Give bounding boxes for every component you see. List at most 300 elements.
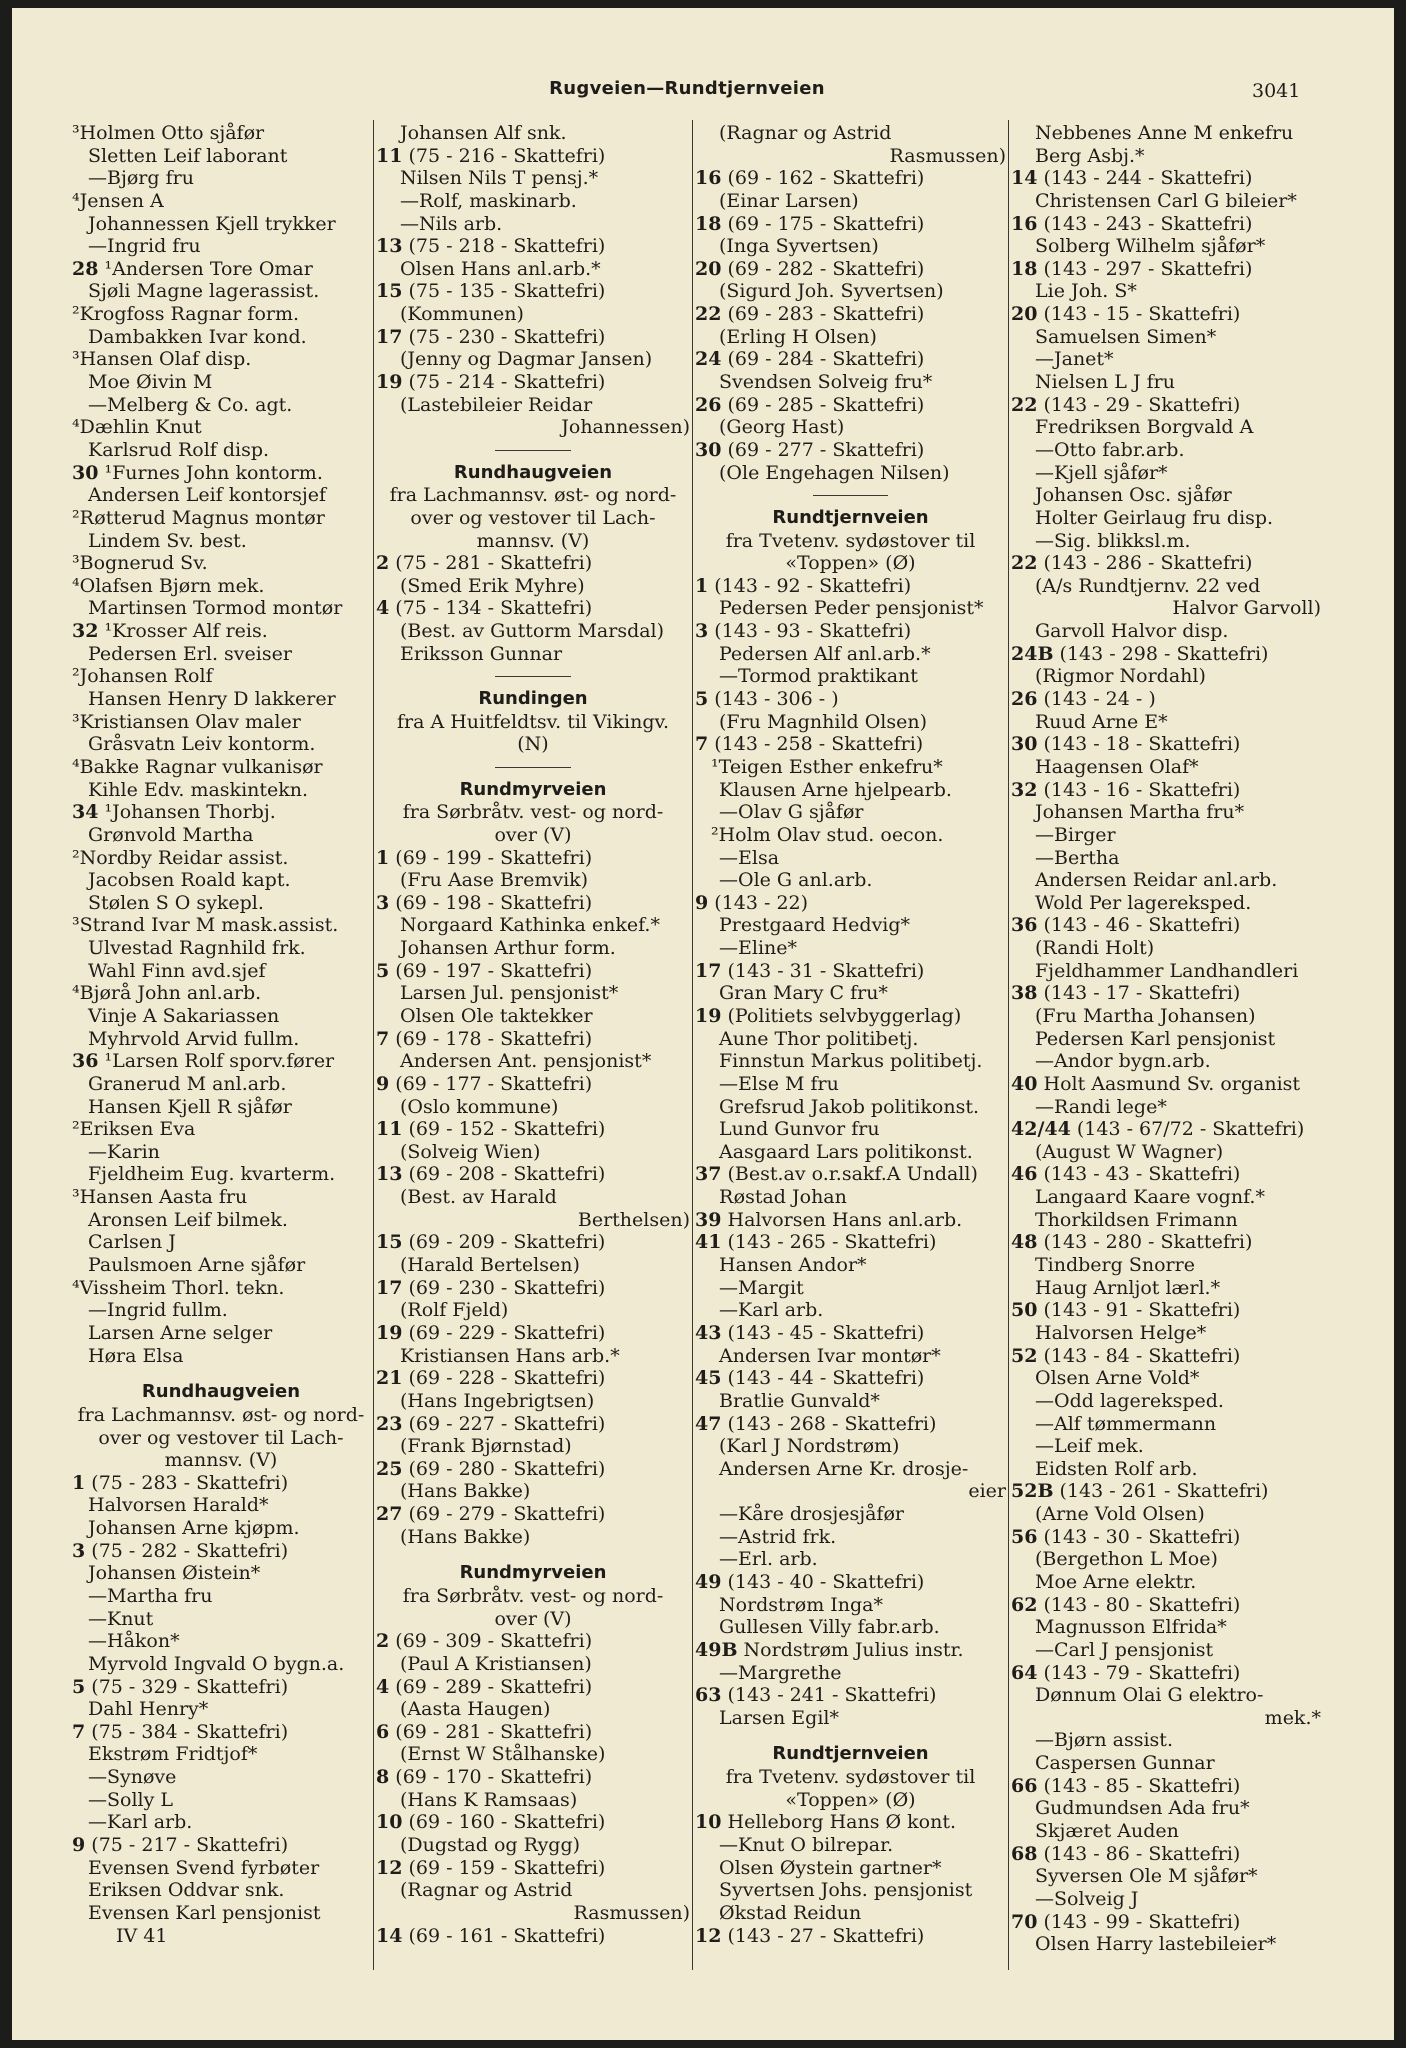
address-entry bbox=[376, 1925, 690, 1948]
house-number: 11 bbox=[376, 144, 403, 167]
entry-text: (69 - 285 - Skattefri) bbox=[727, 393, 925, 416]
house-number: 19 bbox=[695, 1004, 722, 1027]
resident-entry: Gran Mary C fru* bbox=[719, 982, 888, 1005]
address-entry bbox=[1011, 688, 1321, 711]
house-number: 21 bbox=[376, 1367, 403, 1390]
resident-entry: —Bjørn assist. bbox=[1035, 1729, 1173, 1752]
column-rule bbox=[373, 120, 374, 1970]
address-entry bbox=[1011, 1662, 1321, 1685]
resident-entry: —Karl arb. bbox=[88, 1811, 193, 1834]
address-entry bbox=[695, 688, 1006, 711]
resident-entry: Svendsen Solveig fru* bbox=[719, 371, 933, 394]
resident-entry: Andersen Reidar anl.arb. bbox=[1035, 869, 1278, 892]
resident-entry: Martinsen Tormod montør bbox=[88, 597, 343, 620]
house-number: 9 bbox=[376, 1072, 390, 1095]
address-entry bbox=[1011, 1480, 1321, 1503]
resident-entry: —Margit bbox=[719, 1276, 804, 1299]
entry-text: (69 - 281 - Skattefri) bbox=[395, 1720, 593, 1743]
address-entry bbox=[695, 439, 1006, 462]
resident-entry: Tindberg Snorre bbox=[1035, 1254, 1195, 1277]
address-entry bbox=[376, 1811, 690, 1834]
street-heading: Rundmyrveien bbox=[459, 778, 607, 800]
house-number: 36 bbox=[72, 1050, 99, 1073]
street-description: over og vestover til Lach- bbox=[98, 1426, 344, 1449]
address-entry bbox=[1011, 779, 1321, 802]
house-number: 25 bbox=[376, 1457, 403, 1480]
address-entry bbox=[695, 892, 1006, 915]
resident-entry: Lund Gunvor fru bbox=[719, 1118, 880, 1141]
resident-entry: Andersen Arne Kr. drosje- bbox=[719, 1457, 969, 1480]
address-entry bbox=[1011, 1118, 1321, 1141]
resident-entry: Magnusson Elfrida* bbox=[1035, 1616, 1227, 1639]
resident-entry: (Hans Ingebrigtsen) bbox=[400, 1389, 595, 1412]
entry-text: ¹Krosser Alf reis. bbox=[104, 620, 268, 643]
resident-entry: Aasgaard Lars politikonst. bbox=[719, 1140, 973, 1163]
entry-text: (143 - 86 - Skattefri) bbox=[1043, 1842, 1241, 1865]
resident-entry: (Best. av Guttorm Marsdal) bbox=[400, 620, 665, 643]
house-number: 30 bbox=[695, 438, 722, 461]
resident-entry: (Bergethon L Moe) bbox=[1035, 1548, 1218, 1571]
resident-entry: Gråsvatn Leiv kontorm. bbox=[88, 733, 316, 756]
house-number: 49 bbox=[695, 1571, 722, 1593]
house-number: 1 bbox=[376, 846, 390, 869]
entry-text: ¹Johansen Thorbj. bbox=[104, 801, 276, 824]
resident-entry: (Fru Aase Bremvik) bbox=[400, 869, 589, 892]
resident-entry: ⁴Bakke Ragnar vulkanisør bbox=[72, 755, 323, 778]
address-entry bbox=[695, 1005, 1006, 1028]
entry-text: (69 - 177 - Skattefri) bbox=[395, 1072, 593, 1095]
entry-text: (75 - 281 - Skattefri) bbox=[395, 552, 593, 575]
entry-text: (69 - 284 - Skattefri) bbox=[727, 348, 925, 371]
resident-entry: —Tormod praktikant bbox=[719, 665, 918, 688]
house-number: 13 bbox=[376, 235, 403, 258]
resident-entry: Johansen Øistein* bbox=[88, 1562, 261, 1585]
entry-text: (143 - 84 - Skattefri) bbox=[1043, 1344, 1241, 1367]
resident-entry: ³Holmen Otto sjåfør bbox=[72, 122, 265, 144]
entry-text: (143 - 17 - Skattefri) bbox=[1043, 982, 1241, 1005]
entry-text: (69 - 227 - Skattefri) bbox=[408, 1412, 606, 1435]
entry-text: (143 - 31 - Skattefri) bbox=[727, 959, 925, 982]
entry-text: (75 - 283 - Skattefri) bbox=[91, 1471, 289, 1494]
resident-entry: —Solly L bbox=[88, 1788, 173, 1811]
street-description: (N) bbox=[517, 733, 549, 756]
resident-entry: Grefsrud Jakob politikonst. bbox=[719, 1095, 979, 1118]
entry-text: (143 - 45 - Skattefri) bbox=[727, 1321, 925, 1344]
address-entry bbox=[695, 213, 1006, 236]
resident-entry: Pedersen Erl. sveiser bbox=[88, 642, 292, 665]
resident-entry: Solberg Wilhelm sjåfør* bbox=[1035, 235, 1266, 258]
resident-entry: (Ole Engehagen Nilsen) bbox=[719, 461, 950, 484]
resident-entry: Skjæret Auden bbox=[1035, 1820, 1179, 1843]
house-number: 3 bbox=[376, 891, 390, 914]
address-entry bbox=[376, 892, 690, 915]
address-entry bbox=[72, 1721, 370, 1744]
house-number: 26 bbox=[1011, 688, 1038, 711]
address-entry bbox=[695, 1322, 1006, 1345]
resident-entry: (Randi Holt) bbox=[1035, 937, 1155, 960]
resident-entry: Halvorsen Helge* bbox=[1035, 1321, 1207, 1344]
resident-entry: (Lastebileier Reidar bbox=[400, 393, 593, 416]
resident-entry: Andersen Ant. pensjonist* bbox=[400, 1050, 652, 1073]
address-entry bbox=[376, 1073, 690, 1096]
address-entry bbox=[695, 167, 1006, 190]
resident-entry: —Martha fru bbox=[88, 1585, 213, 1607]
entry-text: (69 - 160 - Skattefri) bbox=[408, 1811, 606, 1834]
resident-entry: (Rolf Fjeld) bbox=[400, 1299, 509, 1322]
entry-text: (75 - 218 - Skattefri) bbox=[408, 235, 606, 258]
resident-entry: Myhrvold Arvid fullm. bbox=[88, 1027, 300, 1050]
house-number: 49B bbox=[695, 1638, 738, 1661]
entry-text: (143 - 80 - Skattefri) bbox=[1043, 1593, 1241, 1616]
street-description: fra Lachmannsv. øst- og nord- bbox=[389, 484, 677, 507]
address-entry bbox=[376, 1766, 690, 1789]
entry-text: (143 - 40 - Skattefri) bbox=[727, 1571, 925, 1593]
resident-entry: Andersen Ivar montør* bbox=[719, 1344, 941, 1367]
resident-entry: Johansen Arne kjøpm. bbox=[88, 1517, 300, 1540]
resident-entry: Moe Arne elektr. bbox=[1035, 1571, 1197, 1593]
resident-entry: —Alf tømmermann bbox=[1035, 1412, 1217, 1435]
entry-text: (75 - 384 - Skattefri) bbox=[91, 1720, 289, 1743]
address-entry bbox=[376, 1028, 690, 1051]
house-number: 32 bbox=[1011, 778, 1038, 801]
resident-entry: Nielsen L J fru bbox=[1035, 371, 1175, 394]
address-entry bbox=[1011, 914, 1321, 937]
house-number: 12 bbox=[376, 1856, 403, 1879]
house-number: 17 bbox=[376, 325, 403, 348]
address-entry bbox=[695, 1367, 1006, 1390]
resident-entry: ³Strand Ivar M mask.assist. bbox=[72, 914, 339, 937]
resident-entry: —Karin bbox=[88, 1140, 160, 1163]
entry-text: (69 - 309 - Skattefri) bbox=[395, 1630, 593, 1653]
entry-text: (143 - 280 - Skattefri) bbox=[1043, 1231, 1253, 1254]
street-description: «Toppen» (Ø) bbox=[785, 552, 916, 575]
entry-text: (75 - 134 - Skattefri) bbox=[395, 597, 593, 620]
resident-entry: (Harald Bertelsen) bbox=[400, 1254, 580, 1277]
entry-text: (143 - 243 - Skattefri) bbox=[1043, 212, 1253, 235]
entry-text: (69 - 208 - Skattefri) bbox=[408, 1163, 606, 1186]
resident-entry: ⁴Jensen A bbox=[72, 189, 164, 212]
house-number: 48 bbox=[1011, 1231, 1038, 1254]
house-number: 5 bbox=[376, 959, 390, 982]
street-heading: Rundhaugveien bbox=[453, 461, 613, 483]
entry-text: Holt Aasmund Sv. organist bbox=[1043, 1072, 1301, 1095]
house-number: 22 bbox=[695, 303, 722, 326]
resident-entry: Haug Arnljot lærl.* bbox=[1035, 1276, 1221, 1299]
street-description: fra A Huitfeldtsv. til Vikingv. bbox=[396, 710, 670, 733]
entry-text: (143 - 99 - Skattefri) bbox=[1043, 1910, 1241, 1933]
entry-text: (75 - 214 - Skattefri) bbox=[408, 371, 606, 394]
entry-text: (143 - 44 - Skattefri) bbox=[727, 1367, 925, 1390]
street-heading: Rundtjernveien bbox=[772, 1743, 929, 1765]
entry-text: (143 - 265 - Skattefri) bbox=[727, 1231, 937, 1254]
resident-entry: —Leif mek. bbox=[1035, 1435, 1144, 1458]
entry-text: (143 - 261 - Skattefri) bbox=[1059, 1480, 1269, 1503]
entry-text: (75 - 282 - Skattefri) bbox=[91, 1539, 289, 1562]
address-entry bbox=[376, 326, 690, 349]
address-entry bbox=[695, 1684, 1006, 1707]
house-number: 11 bbox=[376, 1118, 403, 1141]
resident-entry: Nilsen Nils T pensj.* bbox=[400, 167, 599, 190]
house-number: 13 bbox=[376, 1163, 403, 1186]
resident-entry: (Fru Martha Johansen) bbox=[1035, 1004, 1256, 1027]
resident-entry: (Ragnar og Astrid bbox=[719, 122, 892, 144]
street-description: «Toppen» (Ø) bbox=[785, 1788, 916, 1811]
entry-text: (69 - 197 - Skattefri) bbox=[395, 959, 593, 982]
resident-entry: (Arne Vold Olsen) bbox=[1035, 1503, 1205, 1526]
house-number: 4 bbox=[376, 597, 390, 620]
resident-entry: —Håkon* bbox=[88, 1630, 180, 1653]
entry-text: (143 - 306 - ) bbox=[714, 688, 839, 711]
resident-entry: (Einar Larsen) bbox=[719, 189, 859, 212]
entry-text: (69 - 152 - Skattefri) bbox=[408, 1118, 606, 1141]
entry-text: (143 - 29 - Skattefri) bbox=[1043, 393, 1241, 416]
resident-entry: Pedersen Alf anl.arb.* bbox=[719, 642, 931, 665]
resident-entry: Berthelsen) bbox=[577, 1208, 690, 1231]
resident-entry: Moe Øivin M bbox=[88, 371, 213, 394]
entry-text: ¹Furnes John kontorm. bbox=[104, 461, 323, 484]
resident-entry: Pedersen Peder pensjonist* bbox=[719, 597, 984, 620]
house-number: 26 bbox=[695, 393, 722, 416]
resident-entry: Klausen Arne hjelpearb. bbox=[719, 778, 952, 801]
entry-text: (69 - 161 - Skattefri) bbox=[408, 1924, 606, 1947]
resident-entry: —Solveig J bbox=[1035, 1887, 1139, 1910]
resident-entry: Larsen Jul. pensjonist* bbox=[400, 982, 619, 1005]
entry-text: (69 - 289 - Skattefri) bbox=[395, 1675, 593, 1698]
entry-text: (143 - 244 - Skattefri) bbox=[1043, 167, 1253, 190]
entry-text: (69 - 209 - Skattefri) bbox=[408, 1231, 606, 1254]
house-number: 15 bbox=[376, 280, 403, 303]
resident-entry: Wahl Finn avd.sjef bbox=[88, 959, 266, 982]
resident-entry: Karlsrud Rolf disp. bbox=[88, 438, 270, 461]
resident-entry: Rasmussen) bbox=[889, 144, 1006, 167]
resident-entry: (Sigurd Joh. Syvertsen) bbox=[719, 280, 944, 303]
entry-text: (143 - 67/72 - Skattefri) bbox=[1076, 1118, 1305, 1141]
resident-entry: —Eline* bbox=[719, 937, 798, 960]
address-entry bbox=[376, 960, 690, 983]
resident-entry: —Ole G anl.arb. bbox=[719, 869, 873, 892]
resident-entry: Prestgaard Hedvig* bbox=[719, 914, 911, 937]
resident-entry: —Janet* bbox=[1035, 348, 1114, 371]
entry-text: (143 - 297 - Skattefri) bbox=[1043, 257, 1253, 280]
house-number: 3 bbox=[72, 1539, 86, 1562]
house-number: 2 bbox=[376, 1630, 390, 1653]
house-number: 24 bbox=[695, 348, 722, 371]
entry-text: (69 - 283 - Skattefri) bbox=[727, 303, 925, 326]
entry-text: (69 - 229 - Skattefri) bbox=[408, 1321, 606, 1344]
house-number: 15 bbox=[376, 1231, 403, 1254]
resident-entry: (Oslo kommune) bbox=[400, 1095, 559, 1118]
entry-text: (143 - 43 - Skattefri) bbox=[1043, 1163, 1241, 1186]
house-number: 2 bbox=[376, 552, 390, 575]
address-entry bbox=[376, 1413, 690, 1436]
resident-entry: Haagensen Olaf* bbox=[1035, 755, 1199, 778]
house-number: 5 bbox=[72, 1675, 86, 1698]
house-number: 47 bbox=[695, 1412, 722, 1435]
resident-entry: ³Bognerud Sv. bbox=[72, 552, 208, 575]
resident-entry: (Jenny og Dagmar Jansen) bbox=[400, 348, 653, 371]
house-number: 41 bbox=[695, 1231, 722, 1254]
street-description: over (V) bbox=[494, 1607, 572, 1630]
resident-entry: ³Hansen Aasta fru bbox=[72, 1186, 248, 1209]
entry-text: (69 - 175 - Skattefri) bbox=[727, 212, 925, 235]
address-entry bbox=[376, 145, 690, 168]
address-entry bbox=[72, 1540, 370, 1563]
directory-column-1 bbox=[72, 122, 370, 1972]
address-entry bbox=[376, 1322, 690, 1345]
resident-entry: Myrvold Ingvald O bygn.a. bbox=[88, 1652, 345, 1675]
entry-text: (143 - 15 - Skattefri) bbox=[1043, 303, 1241, 326]
resident-entry: (August W Wagner) bbox=[1035, 1140, 1224, 1163]
resident-entry: ⁴Bjørå John anl.arb. bbox=[72, 982, 262, 1005]
street-description: fra Tvetenv. sydøstover til bbox=[725, 529, 976, 552]
house-number: 27 bbox=[376, 1503, 403, 1526]
address-entry bbox=[695, 258, 1006, 281]
entry-text: (69 - 162 - Skattefri) bbox=[727, 167, 925, 190]
resident-entry: Evensen Karl pensjonist bbox=[88, 1901, 321, 1924]
address-entry bbox=[1011, 1843, 1321, 1866]
resident-entry: Olsen Ole taktekker bbox=[400, 1004, 593, 1027]
address-entry bbox=[376, 1458, 690, 1481]
house-number: 14 bbox=[376, 1924, 403, 1947]
address-entry bbox=[376, 235, 690, 258]
entry-text: (143 - 27 - Skattefri) bbox=[727, 1924, 925, 1947]
address-entry bbox=[376, 1231, 690, 1254]
address-entry bbox=[695, 575, 1006, 598]
address-entry bbox=[1011, 1911, 1321, 1934]
resident-entry: (Inga Syvertsen) bbox=[719, 235, 879, 258]
address-entry bbox=[1011, 167, 1321, 190]
resident-entry: (Kommunen) bbox=[400, 303, 524, 326]
resident-entry: —Elsa bbox=[719, 846, 780, 869]
house-number: 1 bbox=[695, 574, 709, 597]
address-entry bbox=[695, 1639, 1006, 1662]
resident-entry: —Kjell sjåfør* bbox=[1035, 461, 1168, 484]
resident-entry: Hansen Henry D lakkerer bbox=[88, 688, 336, 711]
house-number: 23 bbox=[376, 1412, 403, 1435]
address-entry bbox=[1011, 982, 1321, 1005]
entry-text: (69 - 170 - Skattefri) bbox=[395, 1766, 593, 1789]
resident-entry: (Dugstad og Rygg) bbox=[400, 1834, 581, 1857]
house-number: 4 bbox=[376, 1675, 390, 1698]
address-entry bbox=[1011, 303, 1321, 326]
address-entry bbox=[1011, 1775, 1321, 1798]
resident-entry: (Smed Erik Myhre) bbox=[400, 574, 585, 597]
resident-entry: ²Holm Olav stud. oecon. bbox=[711, 823, 944, 846]
resident-entry: Olsen Hans anl.arb.* bbox=[400, 257, 601, 280]
entry-text: Halvorsen Hans anl.arb. bbox=[727, 1208, 963, 1231]
resident-entry: Sjøli Magne lagerassist. bbox=[88, 280, 320, 303]
resident-entry: ⁴Vissheim Thorl. tekn. bbox=[72, 1276, 285, 1299]
resident-entry: Berg Asbj.* bbox=[1035, 144, 1145, 167]
entry-text: (69 - 279 - Skattefri) bbox=[408, 1503, 606, 1526]
resident-entry: —Knut O bilrepar. bbox=[719, 1834, 894, 1857]
house-number: 5 bbox=[695, 688, 709, 711]
address-entry bbox=[72, 620, 370, 643]
resident-entry: Kihle Edv. maskintekn. bbox=[88, 778, 309, 801]
resident-entry: Bratlie Gunvald* bbox=[719, 1389, 880, 1412]
entry-text: (69 - 277 - Skattefri) bbox=[727, 438, 925, 461]
resident-entry: Johansen Alf snk. bbox=[400, 122, 567, 144]
address-entry bbox=[1011, 1231, 1321, 1254]
resident-entry: ³Hansen Olaf disp. bbox=[72, 348, 252, 371]
resident-entry: Jacobsen Roald kapt. bbox=[88, 869, 291, 892]
resident-entry: (Hans Bakke) bbox=[400, 1525, 531, 1548]
resident-entry: Olsen Harry lastebileier* bbox=[1035, 1933, 1277, 1956]
address-entry bbox=[376, 1118, 690, 1141]
directory-column-3 bbox=[695, 122, 1006, 1972]
address-entry bbox=[695, 1571, 1006, 1594]
resident-entry: Rasmussen) bbox=[573, 1901, 690, 1924]
address-entry bbox=[376, 552, 690, 575]
house-number: 17 bbox=[695, 959, 722, 982]
resident-entry: Syversen Ole M sjåfør* bbox=[1035, 1865, 1258, 1888]
resident-entry: Aune Thor politibetj. bbox=[719, 1027, 919, 1050]
house-number: 46 bbox=[1011, 1163, 1038, 1186]
house-number: 3 bbox=[695, 620, 709, 643]
address-entry bbox=[376, 280, 690, 303]
resident-entry: mek.* bbox=[1264, 1706, 1321, 1729]
address-entry bbox=[376, 1857, 690, 1880]
resident-entry: Caspersen Gunnar bbox=[1035, 1752, 1215, 1775]
resident-entry: Ruud Arne E* bbox=[1035, 710, 1168, 733]
house-number: 10 bbox=[695, 1811, 722, 1834]
house-number: 20 bbox=[695, 257, 722, 280]
resident-entry: —Else M fru bbox=[719, 1072, 839, 1095]
resident-entry: Grønvold Martha bbox=[88, 823, 254, 846]
entry-text: Nordstrøm Julius instr. bbox=[743, 1638, 964, 1661]
resident-entry: Ulvestad Ragnhild frk. bbox=[88, 937, 306, 960]
house-number: 52 bbox=[1011, 1344, 1038, 1367]
entry-text: ¹Andersen Tore Omar bbox=[104, 257, 313, 280]
resident-entry: Dønnum Olai G elektro- bbox=[1035, 1684, 1264, 1707]
resident-entry: Granerud M anl.arb. bbox=[88, 1072, 287, 1095]
address-entry bbox=[72, 1050, 370, 1073]
resident-entry: (Frank Bjørnstad) bbox=[400, 1435, 572, 1458]
resident-entry: Gullesen Villy fabr.arb. bbox=[719, 1616, 940, 1639]
resident-entry: Fjeldhammer Landhandleri bbox=[1035, 959, 1299, 982]
entry-text: (Best.av o.r.sakf.A Undall) bbox=[727, 1163, 978, 1186]
entry-text: (143 - 241 - Skattefri) bbox=[727, 1684, 937, 1707]
entry-text: (69 - 159 - Skattefri) bbox=[408, 1856, 606, 1879]
entry-text: (143 - 46 - Skattefri) bbox=[1043, 914, 1241, 937]
house-number: 18 bbox=[1011, 257, 1038, 280]
house-number: 19 bbox=[376, 1321, 403, 1344]
address-entry bbox=[1011, 1299, 1321, 1322]
resident-entry: (Rigmor Nordahl) bbox=[1035, 665, 1206, 688]
address-entry bbox=[1011, 1526, 1321, 1549]
house-number: 39 bbox=[695, 1208, 722, 1231]
resident-entry: Garvoll Halvor disp. bbox=[1035, 620, 1229, 643]
resident-entry: (Ragnar og Astrid bbox=[400, 1879, 573, 1902]
resident-entry: —Ingrid fullm. bbox=[88, 1299, 228, 1322]
house-number: 20 bbox=[1011, 303, 1038, 326]
resident-entry: (Erling H Olsen) bbox=[719, 325, 877, 348]
resident-entry: Ekstrøm Fridtjof* bbox=[88, 1743, 258, 1766]
entry-text: (69 - 178 - Skattefri) bbox=[395, 1027, 593, 1050]
resident-entry: (Ernst W Stålhanske) bbox=[400, 1743, 606, 1766]
house-number: 43 bbox=[695, 1321, 722, 1344]
resident-entry: ²Johansen Rolf bbox=[72, 665, 213, 688]
resident-entry: Økstad Reidun bbox=[719, 1901, 862, 1924]
house-number: 56 bbox=[1011, 1525, 1038, 1548]
house-number: 22 bbox=[1011, 393, 1038, 416]
resident-entry: Fredriksen Borgvald A bbox=[1035, 416, 1254, 439]
house-number: 8 bbox=[376, 1766, 390, 1789]
house-number: 7 bbox=[376, 1027, 390, 1050]
address-entry bbox=[72, 462, 370, 485]
spacer bbox=[695, 1729, 1006, 1743]
house-number: 62 bbox=[1011, 1593, 1038, 1616]
